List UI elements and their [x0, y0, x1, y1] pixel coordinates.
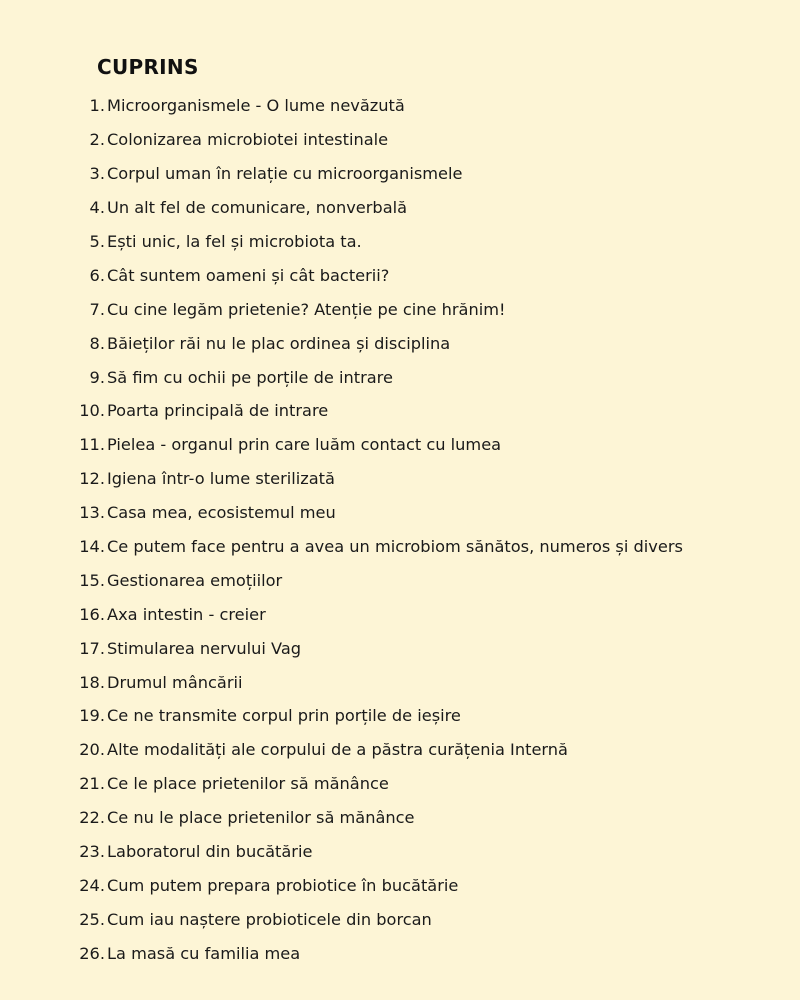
toc-entry-title: Colonizarea microbiotei intestinale [107, 130, 389, 150]
toc-entry-number: 5. [89, 232, 105, 251]
toc-entry-number: 23. [79, 842, 105, 862]
toc-entry [0, 123, 800, 157]
toc-entry-title: Microorganismele - O lume nevăzută [107, 96, 405, 116]
toc-entry-number: 9. [89, 367, 105, 387]
toc-entry-title: Un alt fel de comunicare, nonverbală [107, 198, 408, 218]
toc-entry-title: Cum iau naștere probioticele din borcan [107, 909, 432, 929]
toc-entry-number: 18. [79, 672, 105, 692]
toc-entry [0, 767, 800, 801]
toc-entry-number: 6. [89, 265, 105, 285]
toc-entry [0, 902, 800, 936]
toc-entry [0, 733, 800, 767]
toc-entry-number: 7. [89, 299, 105, 319]
toc-entry-number: 21. [79, 774, 105, 794]
toc-entry [0, 597, 800, 631]
toc-entry-title: Băieților răi nu le plac ordinea și disciplina [107, 333, 451, 353]
toc-entry-number: 19. [79, 706, 105, 726]
toc-entry-number: 12. [79, 469, 105, 489]
toc-entry [0, 326, 800, 360]
toc-entry [0, 89, 800, 123]
toc-entry-title: La masă cu familia mea [107, 943, 301, 963]
toc-entry-title: Drumul mâncării [107, 672, 243, 692]
toc-entry-title: Axa intestin - creier [107, 604, 266, 624]
toc-title: CUPRINS [97, 55, 199, 79]
toc-entry-title: Laboratorul din bucătărie [107, 842, 313, 862]
toc-entry [0, 225, 800, 259]
toc-entry-number: 20. [79, 740, 105, 760]
toc-entry [0, 868, 800, 902]
toc-entry-number: 14. [79, 537, 105, 557]
toc-entry-number: 13. [79, 503, 105, 523]
toc-entry [0, 665, 800, 699]
toc-entry [0, 936, 800, 970]
toc-entry-title: Casa mea, ecosistemul meu [107, 503, 336, 523]
toc-entry-title: Ce putem face pentru a avea un microbiom sănătos, numeros și divers [107, 537, 683, 557]
toc-entry-title: Ce le place prietenilor să mănânce [107, 774, 389, 794]
toc-entry-title: Cum putem prepara probiotice în bucătărie [107, 875, 459, 895]
toc-list [0, 89, 800, 970]
toc-entry [0, 563, 800, 597]
toc-entry [0, 631, 800, 665]
toc-entry-title: Cu cine legăm prietenie? Atenție pe cine hrănim! [107, 299, 506, 319]
toc-entry [0, 462, 800, 496]
toc-entry-number: 2. [89, 130, 105, 150]
toc-entry [0, 699, 800, 733]
toc-entry-title: Ești unic, la fel și microbiota ta. [107, 232, 362, 251]
toc-entry-number: 8. [89, 333, 105, 353]
toc-entry-title: Ce ne transmite corpul prin porțile de ieșire [107, 706, 461, 726]
toc-entry-number: 24. [79, 875, 105, 895]
toc-entry-number: 10. [79, 401, 105, 421]
toc-entry [0, 191, 800, 225]
toc-entry-number: 15. [79, 570, 105, 590]
toc-entry-number: 11. [79, 435, 105, 455]
toc-entry-title: Gestionarea emoțiilor [107, 570, 283, 590]
toc-entry-number: 16. [79, 604, 105, 624]
toc-entry-title: Alte modalități ale corpului de a păstra curățenia Internă [107, 740, 568, 760]
toc-entry [0, 258, 800, 292]
toc-entry-number: 3. [89, 164, 105, 184]
toc-entry [0, 394, 800, 428]
toc-entry [0, 496, 800, 530]
toc-entry-title: Corpul uman în relație cu microorganismele [107, 164, 463, 184]
toc-entry [0, 428, 800, 462]
toc-entry-title: Poarta principală de intrare [107, 401, 329, 421]
toc-entry [0, 530, 800, 564]
toc-entry [0, 157, 800, 191]
toc-entry [0, 801, 800, 835]
toc-entry-number: 17. [79, 638, 105, 658]
toc-entry-number: 1. [89, 96, 105, 116]
toc-entry-title: Igiena într-o lume sterilizată [107, 469, 335, 489]
toc-entry [0, 360, 800, 394]
toc-entry [0, 292, 800, 326]
toc-entry-number: 4. [89, 198, 105, 218]
toc-entry-title: Ce nu le place prietenilor să mănânce [107, 808, 415, 828]
toc-entry [0, 835, 800, 869]
toc-entry-number: 26. [79, 943, 105, 963]
toc-entry-title: Pielea - organul prin care luăm contact cu lumea [107, 435, 502, 455]
toc-entry-title: Să fim cu ochii pe porțile de intrare [107, 367, 393, 387]
toc-entry-number: 25. [79, 909, 105, 929]
toc-entry-title: Stimularea nervului Vag [107, 638, 302, 658]
toc-entry-number: 22. [79, 808, 105, 828]
toc-entry-title: Cât suntem oameni și cât bacterii? [107, 265, 390, 285]
